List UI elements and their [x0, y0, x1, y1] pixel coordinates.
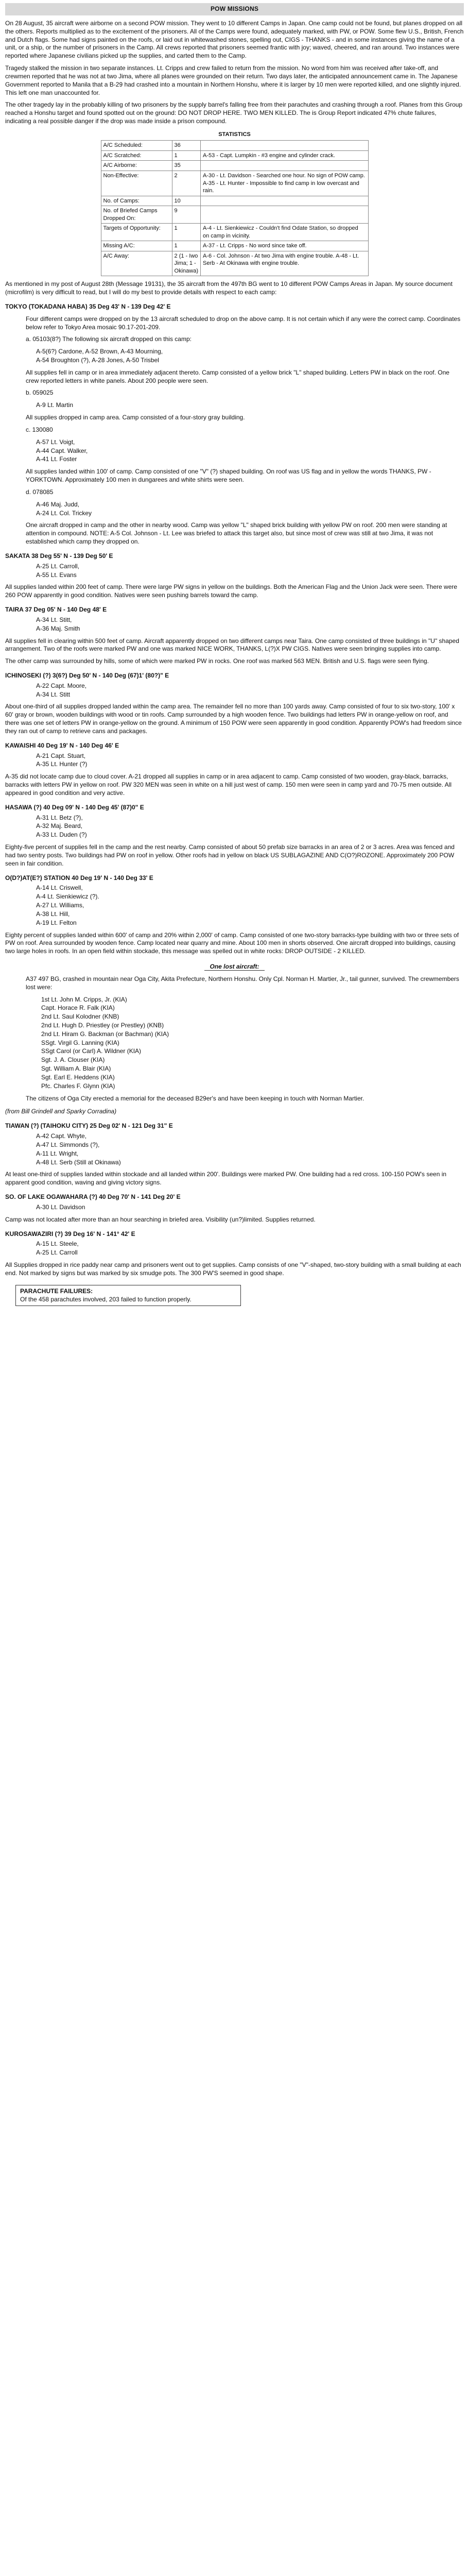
stats-remark: A-6 - Col. Johnson - At two Jima with engine trouble. A-48 - Lt. Serb - At Okinawa with engine trouble.	[201, 251, 369, 276]
aircraft-entry: A-34 Lt. Stitt,	[36, 616, 72, 623]
aircraft-entry: A-54 Broughton (?), A-28 Jones, A-50 Trisbel	[36, 356, 159, 364]
section-heading: TIAWAN (?) (TAIHOKU CITY) 25 Deg 02' N - 121 Deg 31" E	[5, 1122, 173, 1130]
stats-label: Targets of Opportunity:	[101, 224, 172, 241]
camp-section	[5, 606, 464, 666]
stats-label: A/C Scratched:	[101, 150, 172, 161]
crew-member: Sgt. Earl E. Heddens (KIA)	[41, 1073, 115, 1081]
aircraft-entry: A-42 Capt. Whyte,	[36, 1132, 87, 1140]
stats-row	[101, 196, 368, 206]
aircraft-entry: A-27 Lt. Williams,	[36, 902, 84, 909]
aircraft-list	[36, 501, 464, 518]
aircraft-entry: A-15 Lt. Steele,	[36, 1240, 79, 1248]
crew-member: 2nd Lt. Hugh D. Priestley (or Prestley) (KNB)	[41, 1021, 164, 1029]
section-heading: KAWAISHI 40 Deg 19' N - 140 Deg 46' E	[5, 741, 119, 749]
intro-paragraph: On 28 August, 35 aircraft were airborne on a second POW mission. They went to 10 different Camps in Japan. One camp could not be found, but planes dropped on all the others. Reports multiplied as to the excitement of the prisoners. All of the Camps were found, adequately marked, with PW, or POW. Some flew U.S., British, French and Dutch flags. Some had signs painted on the roofs, or laid out in whitewashed stones, spelling out, CIGS - THANKS - and in some instances giving the name of a unit, or a ship, or the number of prisoners in the Camp. All crews reported that prisoners seemed frantic with joy; waved, cheered, and ran around. Two instances were reported where Japanese civilians picked up the supplies, and carted them to the Camp.	[5, 20, 464, 60]
stats-remark	[201, 141, 369, 151]
section-paragraph: All Supplies dropped in rice paddy near camp and prisoners went out to get supplies. Camp consists of one "V"-shaped, two-story building with a small building at each end. Not marked by signs but was marked by six smudge pots. The 300 PW'S seemed in good shape.	[5, 1261, 461, 1277]
aircraft-entry: A-35 Lt. Hunter (?)	[36, 760, 88, 768]
section-heading: SO. OF LAKE OGAWAHARA (?) 40 Deg 70' N - 141 Deg 20' E	[5, 1193, 181, 1201]
stats-label: No. of Camps:	[101, 196, 172, 206]
section-paragraph: All supplies dropped in camp area. Camp consisted of a four-story gray building.	[26, 414, 245, 421]
intro-paragraph: Tragedy stalked the mission in two separate instances. Lt. Cripps and crew failed to return from the mission. No word from him was received after take-off, and crewmen reported that he was not at two Jima, where all planes were grounded on their return. Two days later, the anticipated announcement came in. The Japanese Government reported to Manila that a B-29 had crashed into a mountain in Northern Honshu, where it is larger by 10 men were reported killed, and one slightly injured. This left one man unaccounted for.	[5, 64, 461, 96]
aircraft-entry: A-55 Lt. Evans	[36, 571, 77, 579]
section-paragraph: All supplies fell in camp or in area immediately adjacent thereto. Camp consisted of a yellow brick "L" shaped building. Letters PW in black on the roof. One crew reported letters in white panels. About 200 people were seen.	[26, 368, 449, 384]
aircraft-entry: A-30 Lt. Davidson	[36, 1203, 85, 1211]
statistics-table	[101, 140, 369, 276]
stats-value: 1	[172, 150, 200, 161]
section-paragraph: At least one-third of supplies landed within stockade and all landed within 200'. Buildings were marked PW. One building had a red cross. 100-150 POW's seen in apparent good condition, waving and giving victory signs.	[5, 1171, 447, 1187]
stats-row	[101, 161, 368, 171]
section-paragraph: All supplies landed within 200 feet of camp. There were large PW signs in yellow on the buildings. Both the American Flag and the Union Jack were seen. There were 260 POW apparently in good condition. Natives were seen pushing barrels toward the camp.	[5, 583, 458, 599]
aircraft-entry: A-44 Capt. Walker,	[36, 447, 88, 454]
crew-list	[41, 996, 464, 1091]
aircraft-list	[36, 563, 464, 580]
stats-value: 2	[172, 171, 200, 196]
camp-section	[5, 303, 464, 546]
aircraft-entry: A-24 Lt. Col. Trickey	[36, 509, 92, 517]
credit-line: (from Bill Grindell and Sparky Corradina)	[5, 1108, 117, 1115]
intro-section	[5, 20, 464, 126]
section-paragraph: All supplies landed within 100' of camp. Camp consisted of one "V" (?) shaped building. On roof was US flag and in yellow the words THANKS, PW - YORKTOWN. Approximately 100 men in dungarees and white shirts were seen.	[26, 468, 431, 484]
aircraft-entry: A-46 Maj. Judd,	[36, 500, 80, 508]
section-paragraph: c. 130080	[26, 426, 53, 433]
lost-aircraft-divider	[5, 963, 464, 971]
aircraft-list	[36, 616, 464, 633]
aircraft-entry: A-14 Lt. Criswell,	[36, 884, 83, 892]
aircraft-entry: A-4 Lt. Sienkiewicz (?).	[36, 893, 99, 901]
aircraft-list	[36, 1204, 464, 1212]
crew-member: 2nd Lt. Hiram G. Backman (or Bachman) (KIA)	[41, 1030, 169, 1038]
document-page	[5, 0, 464, 1311]
section-paragraph: A-35 did not locate camp due to cloud cover. A-21 dropped all supplies in camp or in area adjacent to camp. Camp consisted of two wooden, gray-black, barracks, barracks with letters PW in yellow on roof. PW 320 MEN was seen in white on a hill just west of camp. 150 men were seen in camp yard and 70-75 men outside. All appeared in good condition and very active.	[5, 773, 452, 796]
camp-sections	[5, 303, 464, 956]
section-paragraph: b. 059025	[26, 389, 54, 397]
stats-label: A/C Airborne:	[101, 161, 172, 171]
aircraft-entry: A-21 Capt. Stuart,	[36, 752, 86, 759]
parachute-failures-box	[15, 1285, 241, 1307]
aircraft-list	[36, 1240, 464, 1257]
crew-member: SSgt Carol (or Carl) A. Wildner (KIA)	[41, 1047, 142, 1055]
camp-section	[5, 552, 464, 600]
camp-section	[5, 742, 464, 798]
aircraft-list	[36, 1132, 464, 1166]
section-paragraph: Eighty-five percent of supplies fell in the camp and the rest nearby. Camp consisted of about 50 prefab size barracks in an area of 2 or 3 acres. Area was fenced and had two sentry posts. Two buildings had PW on roof in yellow. Other roofs had in yellow on black US SUBLAGAZINE AND C(O?)ROZONE. Approximately 200 POW seen in fair condition.	[5, 843, 455, 867]
aircraft-entry: A-32 Maj. Beard,	[36, 822, 83, 830]
stats-row	[101, 150, 368, 161]
stats-value: 1	[172, 241, 200, 251]
aircraft-entry: A-11 Lt. Wright,	[36, 1149, 79, 1157]
statistics-title: STATISTICS	[218, 131, 251, 138]
stats-remark	[201, 161, 369, 171]
camp-section	[5, 804, 464, 868]
section-paragraph: The other camp was surrounded by hills, some of which were marked PW in rocks. One roof was marked 563 MEN. British and U.S. flags were seen flying.	[5, 657, 429, 665]
section-heading: TAIRA 37 Deg 05' N - 140 Deg 48' E	[5, 606, 107, 614]
crew-member: 2nd Lt. Saul Kolodner (KNB)	[41, 1013, 119, 1021]
stats-row	[101, 141, 368, 151]
stats-row	[101, 171, 368, 196]
aircraft-list	[36, 438, 464, 464]
aircraft-list	[36, 752, 464, 769]
aircraft-entry: A-22 Capt. Moore,	[36, 682, 87, 689]
stats-remark: A-4 - Lt. Sienkiewicz - Couldn't find Odate Station, so dropped on camp in vicinity.	[201, 224, 369, 241]
camp-section	[5, 1193, 464, 1224]
crew-member: Sgt. William A. Blair (KIA)	[41, 1065, 111, 1073]
aircraft-entry: A-25 Lt. Carroll,	[36, 562, 80, 570]
page-title: POW MISSIONS	[210, 5, 259, 13]
section-heading: SAKATA 38 Deg 55' N - 139 Deg 50' E	[5, 552, 113, 560]
stats-remark: A-37 - Lt. Cripps - No word since take off.	[201, 241, 369, 251]
section-paragraph: Camp was not located after more than an hour searching in briefed area. Visibility (un?)limited. Supplies returned.	[5, 1215, 316, 1223]
aircraft-list	[36, 884, 464, 927]
stats-remark	[201, 196, 369, 206]
stats-row	[101, 206, 368, 224]
aircraft-list	[36, 814, 464, 839]
section-paragraph: d. 078085	[26, 488, 54, 496]
title-bar	[5, 3, 464, 15]
stats-remark: A-30 - Lt. Davidson - Searched one hour. No sign of POW camp. A-35 - Lt. Hunter - Impossible to find camp in low overcast and rain.	[201, 171, 369, 196]
post-stats-paragraph: As mentioned in my post of August 28th (Message 19131), the 35 aircraft from the 497th BG went to 10 different POW Camps Areas in Japan. My source document (microfilm) is very difficult to read, but I will do my best to provide details with respect to each camp:	[5, 280, 453, 296]
section-paragraph: About one-third of all supplies dropped landed within the camp area. The remainder fell no more than 100 yards away. Camp consisted of four to six two-story, 100' x 60' gray or brown, wooden buildings with wood or tin roofs. Camp surrounded by a high wooden fence. Two buildings had letters PW in orange-yellow on roof, and there was one set of letters PW in orange-yellow on the ground. A minimum of 150 POW were seen apparently in good condition. Apparently POW's had freedom since they ran out of camp to retrieve cans and packages.	[5, 703, 462, 735]
aircraft-entry: A-38 Lt. Hill,	[36, 910, 70, 918]
stats-value: 35	[172, 161, 200, 171]
camp-section	[5, 1122, 464, 1187]
parachute-failures-title: PARACHUTE FAILURES:	[20, 1287, 93, 1295]
crew-member: Sgt. J. A. Clouser (KIA)	[41, 1056, 105, 1064]
aircraft-entry: A-48 Lt. Serb (Still at Okinawa)	[36, 1158, 121, 1166]
section-paragraph: Eighty percent of supplies landed within 600' of camp and 20% within 2,000' of camp. Camp consisted of one two-story barracks-type building with two or three sets of PW on roof. Area surrounded by wooden fence. Camp located near quarry and mine. About 100 men in shorts observed. One aircraft dropped into buildings, causing two large holes in roofs. In an open field within stockade, this message was spelled out in white rocks: DROP OUTSIDE - 2 KILLED.	[5, 931, 459, 955]
stats-label: A/C Away:	[101, 251, 172, 276]
stats-label: Missing A/C:	[101, 241, 172, 251]
aircraft-entry: A-34 Lt. Stitt	[36, 690, 71, 698]
stats-remark	[201, 206, 369, 224]
section-heading: HASAWA (?) 40 Deg 09' N - 140 Deg 45' (87)0" E	[5, 803, 144, 811]
crew-member: SSgt. Virgil G. Lanning (KIA)	[41, 1039, 119, 1046]
stats-remark: A-53 - Capt. Lumpkin - #3 engine and cylinder crack.	[201, 150, 369, 161]
stats-label: Non-Effective:	[101, 171, 172, 196]
camp-section	[5, 672, 464, 736]
aircraft-entry: A-9 Lt. Martin	[36, 401, 74, 409]
aircraft-entry: A-25 Lt. Carroll	[36, 1249, 78, 1257]
aircraft-entry: A-57 Lt. Voigt,	[36, 438, 75, 446]
memorial-paragraph: The citizens of Oga City erected a memorial for the deceased B29er's and have been keeping in touch with Norman Martier.	[26, 1094, 364, 1102]
aircraft-entry: A-31 Lt. Betz (?),	[36, 814, 83, 821]
stats-row	[101, 241, 368, 251]
stats-value: 9	[172, 206, 200, 224]
section-heading: ICHINOSEKI (?) 3(6?) Deg 50' N - 140 Deg (67)1' (80?)" E	[5, 672, 169, 679]
lost-aircraft-label: One lost aircraft:	[204, 963, 264, 971]
aircraft-entry: A-47 Lt. Simmonds (?),	[36, 1141, 100, 1148]
stats-value: 36	[172, 141, 200, 151]
section-heading: KUROSAWAZIRI (?) 39 Deg 16' N - 141° 42' E	[5, 1230, 135, 1238]
aircraft-list	[36, 401, 464, 410]
crew-member: 1st Lt. John M. Cripps, Jr. (KIA)	[41, 995, 127, 1003]
section-paragraph: All supplies fell in clearing within 500 feet of camp. Aircraft apparently dropped on two different camps near Taira. One camp consisted of three buildings in "U" shaped arrangement. Two of the roofs were marked PW and one was marked NICE WORK, THANKS, L(?)X PW CIGS. Natives were seen bringing supplies into camp.	[5, 637, 459, 653]
section-heading: TOKYO (TOKADANA HABA) 35 Deg 43' N - 139 Deg 42' E	[5, 302, 171, 310]
aircraft-entry: A-19 Lt. Felton	[36, 919, 77, 926]
intro-paragraph: The other tragedy lay in the probably killing of two prisoners by the supply barrel's falling free from their parachutes and crashing through a roof. Planes from this Group reached a Honshu target and found spotted out on the ground: DO NOT DROP HERE. TWO MEN KILLED. The is Group Report indicated 47% chute failures, indicating a real possible danger if the drop was made inside a prison compound.	[5, 101, 463, 125]
aircraft-list	[36, 682, 464, 699]
crew-member: Capt. Horace R. Falk (KIA)	[41, 1004, 115, 1012]
aircraft-list	[36, 348, 464, 365]
section-paragraph: a. 05103(8?) The following six aircraft dropped on this camp:	[26, 335, 192, 343]
parachute-failures-text: Of the 458 parachutes involved, 203 failed to function properly.	[20, 1295, 192, 1303]
stats-row	[101, 251, 368, 276]
camp-sections-after	[5, 1122, 464, 1277]
crew-member: Pfc. Charles F. Glynn (KIA)	[41, 1082, 115, 1090]
aircraft-entry: A-5(6?) Cardone, A-52 Brown, A-43 Mourning,	[36, 348, 163, 355]
section-paragraph: Four different camps were dropped on by the 13 aircraft scheduled to drop on the above camp. It is not certain which if any were the correct camp. Coordinates below refer to Tokyo Area mosaic 90.17-201-209.	[26, 315, 461, 331]
stats-label: No. of Briefed Camps Dropped On:	[101, 206, 172, 224]
section-heading: O(D?)AT(E?) STATION 40 Deg 19' N - 140 Deg 33' E	[5, 874, 153, 882]
stats-value: 2 (1 - Iwo Jima; 1 - Okinawa)	[172, 251, 200, 276]
stats-row	[101, 224, 368, 241]
aircraft-entry: A-41 Lt. Foster	[36, 455, 77, 463]
stats-value: 1	[172, 224, 200, 241]
stats-value: 10	[172, 196, 200, 206]
aircraft-entry: A-36 Maj. Smith	[36, 624, 80, 632]
camp-section	[5, 1230, 464, 1278]
aircraft-entry: A-33 Lt. Duden (?)	[36, 831, 87, 839]
section-paragraph: One aircraft dropped in camp and the other in nearby wood. Camp was yellow "L" shaped brick building with yellow PW on roof. 200 men were standing at attention in compound. NOTE: A-5 Col. Johnson - Lt. Lee was briefed to attack this target also, but since most of crew was still at two Jima, it was not established which camp they dropped on.	[26, 521, 447, 546]
camp-section	[5, 874, 464, 956]
lost-aircraft-paragraph: A37 497 BG, crashed in mountain near Oga City, Akita Prefecture, Northern Honshu. Only Cpl. Norman H. Martier, Jr., tail gunner, survived. The crewmembers lost were:	[26, 975, 459, 991]
stats-label: A/C Scheduled:	[101, 141, 172, 151]
